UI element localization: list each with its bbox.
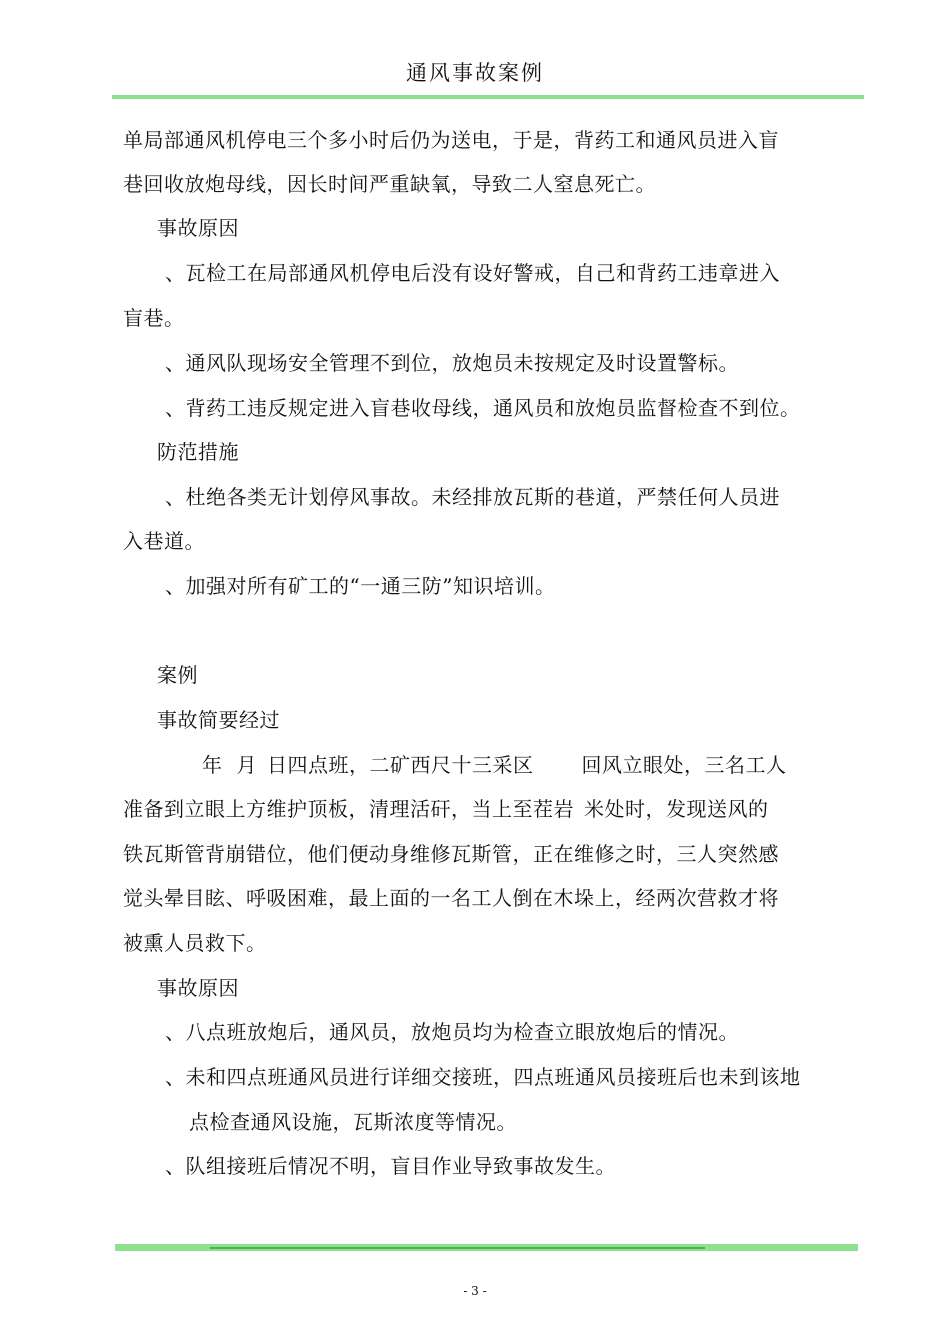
paragraph-line: 觉头晕目眩、呼吸困难，最上面的一名工人倒在木垛上，经两次营救才将 [123, 886, 779, 910]
date-day-text: 日四点班，二矿西尺十三采区 [267, 753, 534, 777]
list-item: 、未和四点班通风员进行详细交接班，四点班通风员接班后也未到该地 [165, 1065, 801, 1089]
paragraph-segment: 米处时，发现送风的 [584, 797, 769, 821]
section-heading: 事故简要经过 [157, 708, 280, 732]
paragraph-line [202, 750, 787, 780]
page-number: - 3 - [463, 1284, 487, 1298]
paragraph-line: 巷回收放炮母线，因长时间严重缺氧，导致二人窒息死亡。 [123, 172, 656, 196]
header-divider [112, 95, 864, 99]
list-item-continuation: 盲巷。 [123, 306, 185, 330]
paragraph-line: 铁瓦斯管背崩错位，他们便动身维修瓦斯管，正在维修之时，三人突然感 [123, 842, 779, 866]
paragraph-line: 被熏人员救下。 [123, 931, 267, 955]
paragraph-line: 单局部通风机停电三个多小时后仍为送电，于是，背药工和通风员进入盲 [123, 128, 779, 152]
case-heading: 案例 [157, 663, 198, 687]
paragraph-line [123, 794, 769, 824]
list-item: 、瓦检工在局部通风机停电后没有设好警戒，自己和背药工违章进入 [165, 261, 780, 285]
list-item-continuation: 点检查通风设施，瓦斯浓度等情况。 [189, 1110, 517, 1134]
paragraph-segment: 准备到立眼上方维护顶板，清理活矸，当上至茬岩 [123, 797, 574, 821]
page-header-title: 通风事故案例 [406, 61, 544, 85]
list-item: 、八点班放炮后，通风员，放炮员均为检查立眼放炮后的情况。 [165, 1020, 739, 1044]
date-year-label: 年 [202, 753, 223, 777]
location-text: 回风立眼处，三名工人 [581, 753, 787, 777]
section-heading: 防范措施 [157, 440, 239, 464]
list-item: 、杜绝各类无计划停风事故。未经排放瓦斯的巷道，严禁任何人员进 [165, 485, 780, 509]
section-heading: 事故原因 [157, 976, 239, 1000]
section-heading: 事故原因 [157, 216, 239, 240]
list-item: 、队组接班后情况不明，盲目作业导致事故发生。 [165, 1154, 616, 1178]
list-item: 、加强对所有矿工的“一通三防”知识培训。 [165, 574, 556, 598]
footer-divider-accent [210, 1247, 705, 1249]
list-item: 、背药工违反规定进入盲巷收母线，通风员和放炮员监督检查不到位。 [165, 396, 801, 420]
list-item-continuation: 入巷道。 [123, 529, 205, 553]
list-item: 、通风队现场安全管理不到位，放炮员未按规定及时设置警标。 [165, 351, 739, 375]
date-month-label: 月 [236, 753, 257, 777]
